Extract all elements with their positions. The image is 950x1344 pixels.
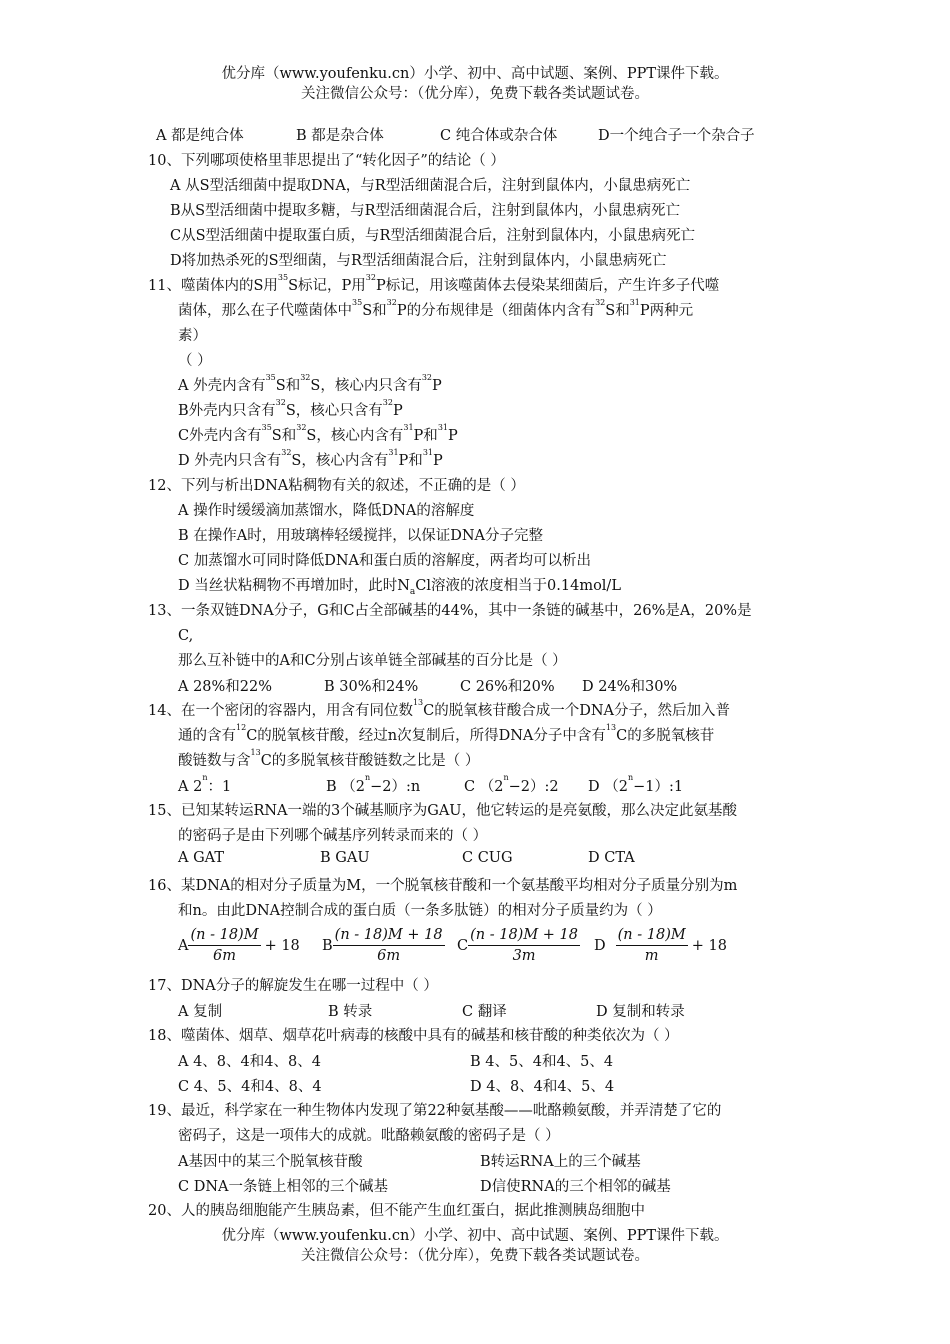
q15-option-d: D CTA — [588, 850, 635, 866]
q20-stem: 20、人的胰岛细胞能产生胰岛素，但不能产生血红蛋白，据此推测胰岛细胞中 — [148, 1203, 645, 1219]
q11-stem-line2: 菌体，那么在子代噬菌体中$^{35}$S和$^{32}$P的分布规律是（细菌体内含有$^{32}$S和$^{31}$P两种元 — [178, 298, 694, 319]
q16-option-d: D $\frac{(n - 18)M}{m}$ + 18 — [594, 927, 727, 964]
q11-answer-paren: （ ） — [178, 353, 212, 369]
q16-option-a: A $\frac{(n - 18)M}{6m}$ + 18 — [178, 927, 300, 964]
q14-option-a: A 2$^n$：1 — [178, 773, 232, 795]
q13-option-c: C 26%和20% — [460, 679, 555, 695]
q16-fraction-b: $\frac{(n - 18)M + 18}{6m}$ — [334, 927, 443, 964]
q15-option-b: B GAU — [320, 850, 370, 866]
q19-stem-line1: 19、最近，科学家在一种生物体内发现了第22种氨基酸——吡酪赖氨酸，并弄清楚了它的 — [148, 1103, 722, 1119]
q12-stem: 12、下列与析出DNA粘稠物有关的叙述，不正确的是（ ） — [148, 478, 525, 494]
q17-option-d: D 复制和转录 — [596, 1004, 685, 1020]
q19-option-a: A基因中的某三个脱氧核苷酸 — [178, 1154, 363, 1170]
q13-stem-line3: 那么互补链中的A和C分别占该单链全部碱基的百分比是（ ） — [178, 653, 567, 669]
q19-options-row1 — [178, 1150, 641, 1171]
q18-option-d: D 4、8、4和4、5、4 — [470, 1079, 615, 1095]
q18-option-a: A 4、8、4和4、8、4 — [178, 1054, 321, 1070]
q11-stem-line3: 素） — [178, 328, 207, 344]
q18-option-c: C 4、5、4和4、8、4 — [178, 1079, 322, 1095]
q19-stem-line2: 密码子，这是一项伟大的成就。吡酪赖氨酸的密码子是（ ） — [178, 1128, 560, 1144]
q12-option-b: B 在操作A时，用玻璃棒轻缓搅拌，以保证DNA分子完整 — [178, 528, 544, 544]
q11-option-b: B外壳内只含有$^{32}$S，核心只含有$^{32}$P — [178, 398, 403, 419]
q16-fraction-a: $\frac{(n - 18)M}{6m}$ — [190, 927, 259, 964]
q10-option-b: B从S型活细菌中提取多糖，与R型活细菌混合后，注射到鼠体内，小鼠患病死亡 — [170, 203, 681, 219]
q9-option-d: D一个纯合子一个杂合子 — [598, 128, 755, 144]
q18-stem: 18、噬菌体、烟草、烟草花叶病毒的核酸中具有的碱基和核苷酸的种类依次为（ ） — [148, 1028, 679, 1044]
q9-option-b: B 都是杂合体 — [296, 128, 384, 144]
page-footer — [0, 1226, 950, 1266]
q18-options-row2 — [178, 1075, 614, 1096]
q12-option-c: C 加蒸馏水可同时降低DNA和蛋白质的溶解度，两者均可以析出 — [178, 553, 591, 569]
q17-options — [178, 1000, 685, 1021]
q19-option-b: B转运RNA上的三个碱基 — [480, 1154, 641, 1170]
q14-stem-line2: 通的含有$^{12}$C的脱氧核苷酸，经过n次复制后，所得DNA分子中含有$^{13}$C的多脱氧核苷 — [178, 723, 715, 744]
q19-option-d: D信使RNA的三个相邻的碱基 — [480, 1179, 671, 1195]
q13-option-d: D 24%和30% — [582, 679, 678, 695]
q16-fraction-c: $\frac{(n - 18)M + 18}{3m}$ — [470, 927, 578, 964]
q16-option-b: B $\frac{(n - 18)M + 18}{6m}$ — [322, 927, 443, 964]
q16-option-c: C $\frac{(n - 18)M + 18}{3m}$ — [457, 927, 578, 964]
q13-option-b: B 30%和24% — [324, 679, 419, 695]
q17-option-c: C 翻译 — [462, 1004, 507, 1020]
q10-option-d: D将加热杀死的S型细菌，与R型活细菌混合后，注射到鼠体内，小鼠患病死亡 — [170, 253, 667, 269]
q14-stem-line1: 14、在一个密闭的容器内，用含有同位数$^{13}$C的脱氧核苷酸合成一个DNA分子，然后加入普 — [148, 698, 731, 719]
q9-option-c: C 纯合体或杂合体 — [440, 128, 558, 144]
q10-option-c: C从S型活细菌中提取蛋白质，与R型活细菌混合后，注射到鼠体内，小鼠患病死亡 — [170, 228, 695, 244]
q17-option-a: A 复制 — [178, 1004, 223, 1020]
q11-option-c: C外壳内含有$^{35}$S和$^{32}$S，核心内含有$^{31}$P和$^{31}$P — [178, 423, 458, 444]
q13-option-a: A 28%和22% — [178, 679, 273, 695]
q10-stem: 10、下列哪项使格里菲思提出了“转化因子”的结论（ ） — [148, 153, 505, 169]
q17-stem: 17、DNA分子的解旋发生在哪一过程中（ ） — [148, 978, 438, 994]
q11-option-a: A 外壳内含有$^{35}$S和$^{32}$S，核心内只含有$^{32}$P — [178, 373, 442, 394]
header-line-1: 优分库（www.youfenku.cn）小学、初中、高中试题、案例、PPT课件下载。 — [221, 66, 729, 82]
q18-option-b: B 4、5、4和4、5、4 — [470, 1054, 614, 1070]
q13-options — [178, 675, 677, 696]
q17-option-b: B 转录 — [328, 1004, 373, 1020]
page-header — [0, 64, 950, 104]
q15-option-a: A GAT — [178, 850, 225, 866]
q11-stem-line1: 11、噬菌体内的S用$^{35}$S标记，P用$^{32}$P标记，用该噬菌体去侵染某细菌后，产生许多子代噬 — [148, 273, 720, 294]
q10-option-a: A 从S型活细菌中提取DNA，与R型活细菌混合后，注射到鼠体内，小鼠患病死亡 — [170, 178, 691, 194]
footer-line-2: 关注微信公众号：（优分库），免费下载各类试题试卷。 — [301, 1248, 649, 1264]
q9-option-a: A 都是纯合体 — [156, 128, 244, 144]
q11-option-d: D 外壳内只含有$^{32}$S，核心内含有$^{31}$P和$^{31}$P — [178, 448, 443, 469]
q12-option-a: A 操作时缓缓滴加蒸馏水，降低DNA的溶解度 — [178, 503, 475, 519]
q15-stem-line1: 15、已知某转运RNA一端的3个碱基顺序为GAU，他它转运的是亮氨酸，那么决定此氨基酸 — [148, 803, 738, 819]
q14-option-d: D $(2^n-1):1$ — [588, 773, 684, 795]
q13-stem-line1: 13、一条双链DNA分子，G和C占全部碱基的44%，其中一条链的碱基中，26%是A，20%是 — [148, 603, 752, 619]
footer-line-1: 优分库（www.youfenku.cn）小学、初中、高中试题、案例、PPT课件下载。 — [221, 1228, 729, 1244]
q19-option-c: C DNA一条链上相邻的三个碱基 — [178, 1179, 388, 1195]
q14-option-c: C $(2^n-2):2$ — [464, 773, 559, 795]
q15-options — [178, 850, 635, 866]
q16-stem-line1: 16、某DNA的相对分子质量为M，一个脱氧核苷酸和一个氨基酸平均相对分子质量分别为m — [148, 878, 738, 894]
q9-options — [156, 124, 755, 145]
q14-option-b: B $(2^n-2):n$ — [326, 773, 421, 795]
q15-stem-line2: 的密码子是由下列哪个碱基序列转录而来的（ ） — [178, 828, 488, 844]
q15-option-c: C CUG — [462, 850, 513, 866]
q12-option-d: D 当丝状粘稠物不再增加时，此时$N_aCl$溶液的浓度相当于0.14mol/L — [178, 578, 621, 597]
q16-stem-line2: 和n。由此DNA控制合成的蛋白质（一条多肽链）的相对分子质量约为（ ） — [178, 903, 662, 919]
q19-options-row2 — [178, 1175, 671, 1196]
header-line-2: 关注微信公众号：（优分库），免费下载各类试题试卷。 — [301, 86, 649, 102]
q14-options — [178, 775, 683, 796]
q14-stem-line3: 酸链数与含$^{13}$C的多脱氧核苷酸链数之比是（ ） — [178, 748, 480, 769]
q18-options-row1 — [178, 1050, 613, 1071]
q13-stem-line2: C, — [178, 628, 194, 644]
q16-fraction-d: $\frac{(n - 18)M}{m}$ — [617, 927, 686, 964]
